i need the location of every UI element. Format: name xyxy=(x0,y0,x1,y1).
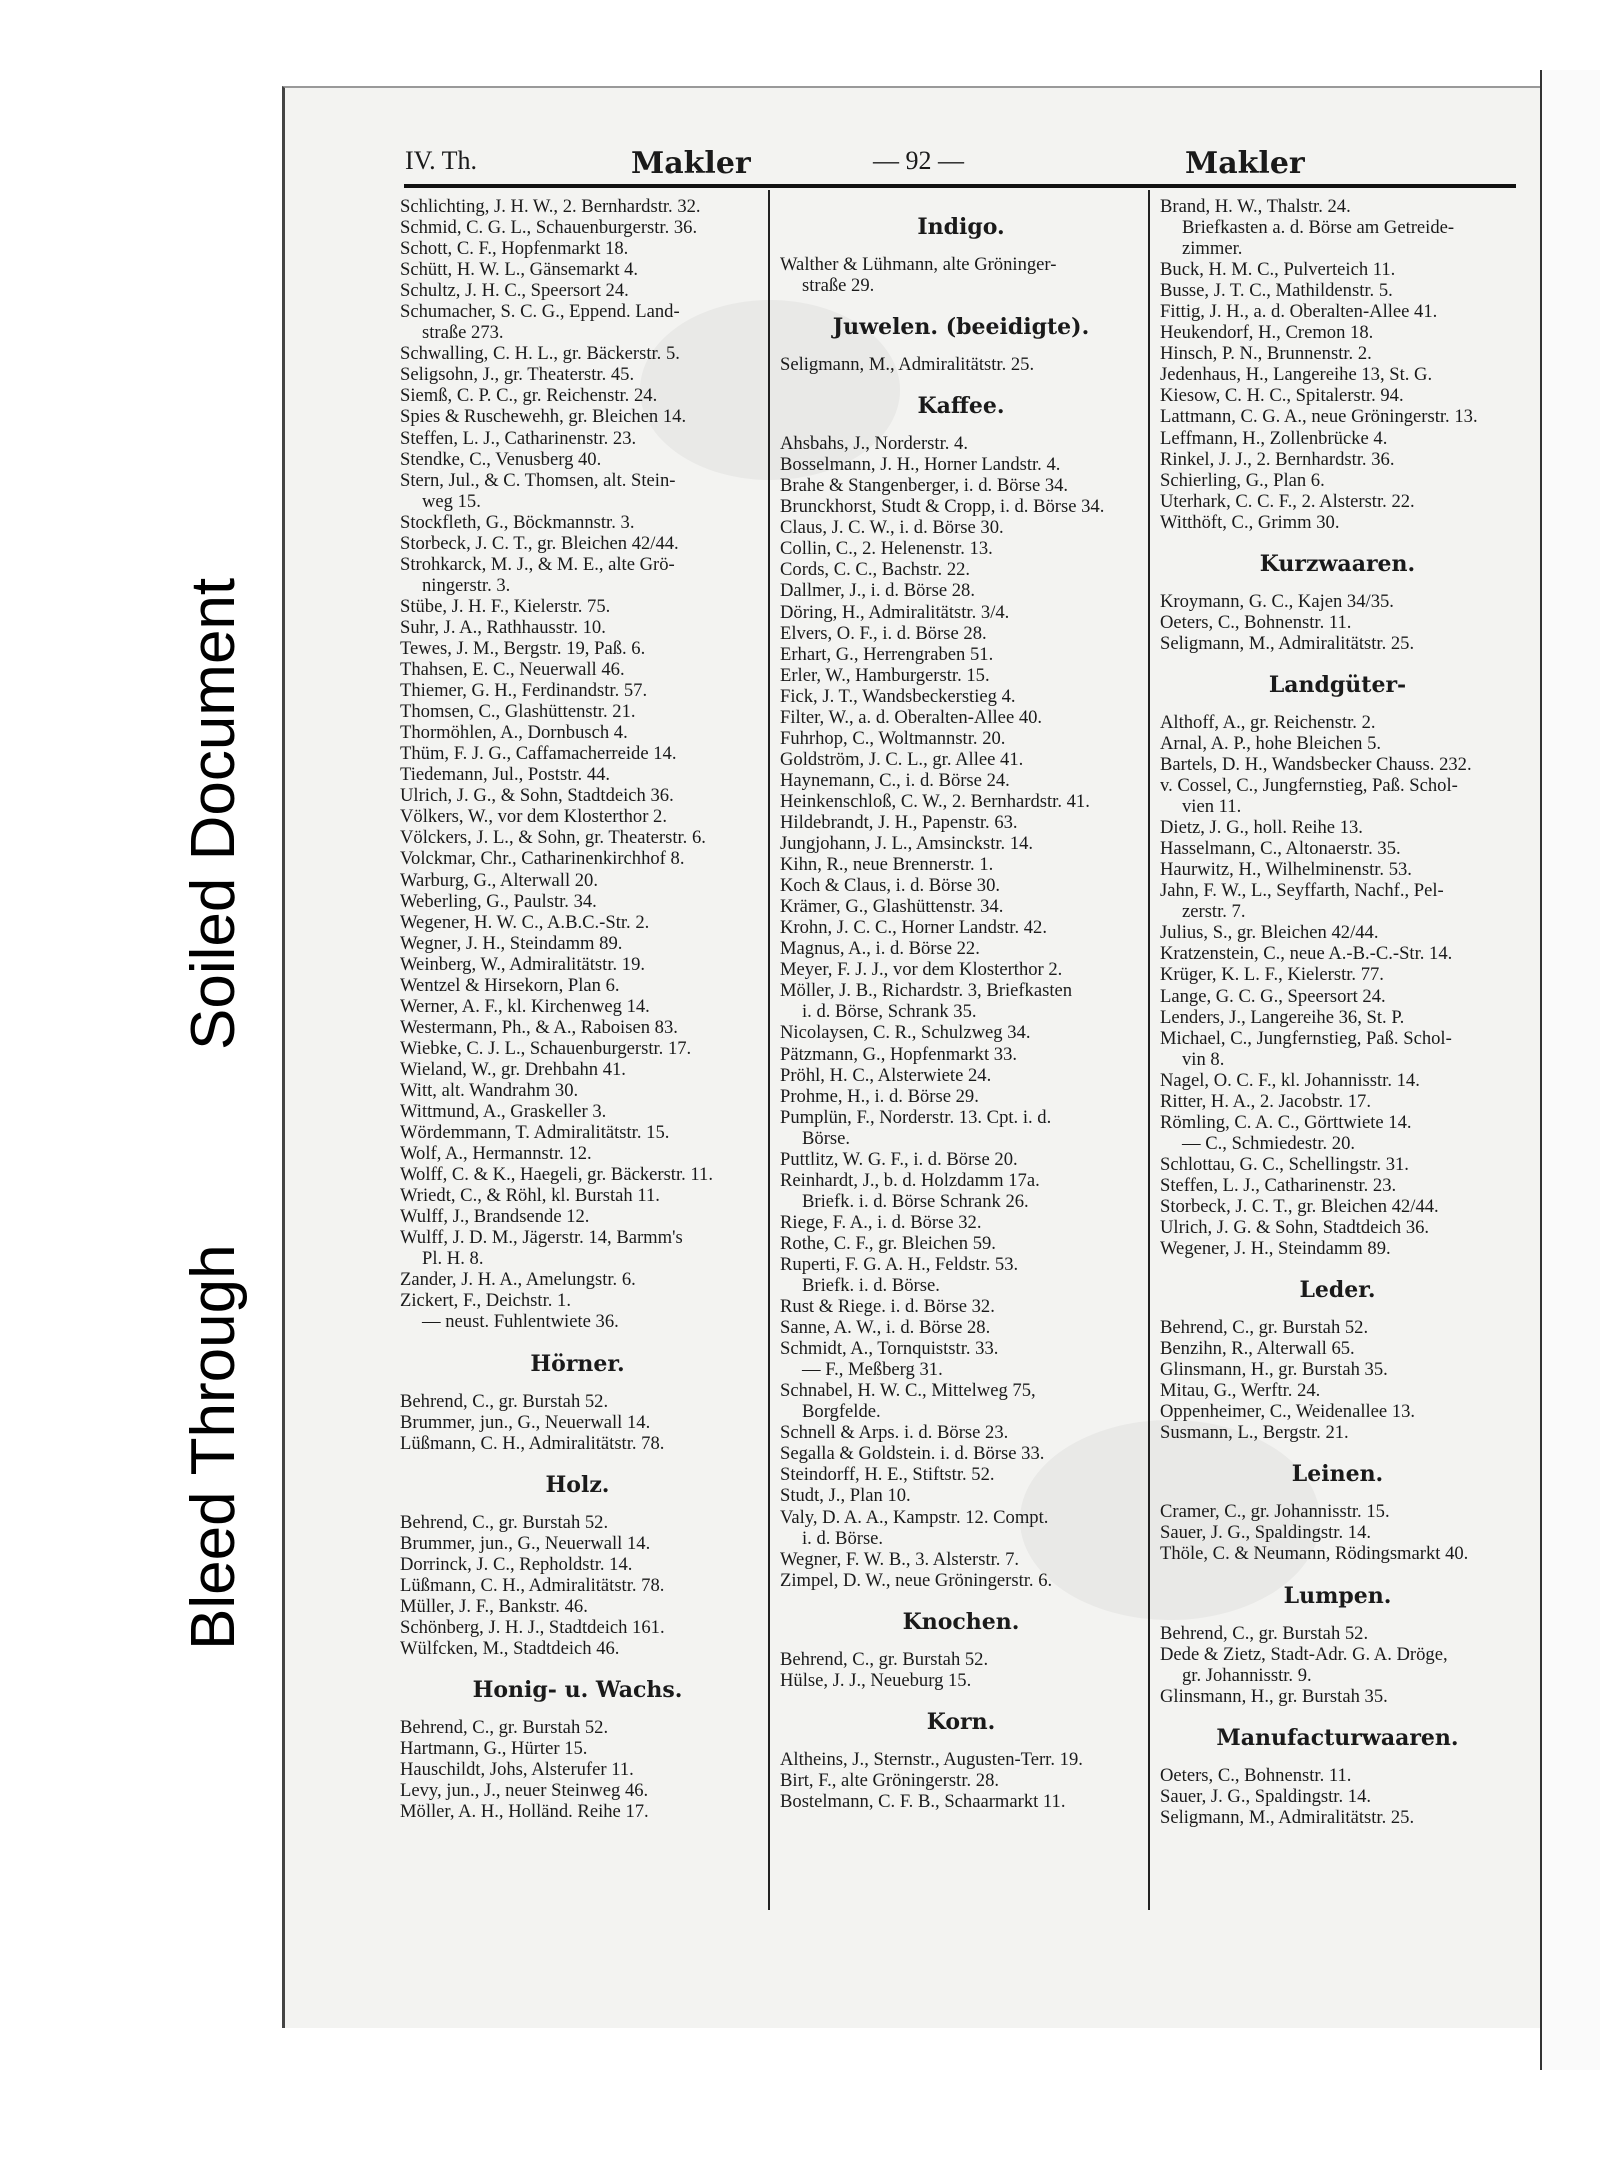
directory-entry: Wieland, W., gr. Drehbahn 41. xyxy=(400,1058,626,1080)
directory-entry: Behrend, C., gr. Burstah 52. xyxy=(1160,1622,1369,1644)
directory-entry: Völckers, J. L., & Sohn, gr. Theaterstr. 6. xyxy=(400,827,706,849)
directory-entry: Ruperti, F. G. A. H., Feldstr. 53. xyxy=(780,1253,1019,1275)
directory-entry: Prohme, H., i. d. Börse 29. xyxy=(780,1085,979,1107)
directory-entry: weg 15. xyxy=(422,490,481,512)
directory-entry: Kroymann, G. C., Kajen 34/35. xyxy=(1160,590,1394,612)
directory-entry: Römling, C. A. C., Görttwiete 14. xyxy=(1160,1111,1412,1133)
directory-entry: Julius, S., gr. Bleichen 42/44. xyxy=(1160,922,1379,944)
directory-entry: Schierling, G., Plan 6. xyxy=(1160,469,1325,491)
directory-entry: Rust & Riege. i. d. Börse 32. xyxy=(780,1296,995,1318)
column-divider xyxy=(768,190,770,1910)
directory-entry: Witthöft, C., Grimm 30. xyxy=(1160,511,1340,533)
directory-entry: Puttlitz, W. G. F., i. d. Börse 20. xyxy=(780,1148,1018,1170)
directory-entry: Stern, Jul., & C. Thomsen, alt. Stein- xyxy=(400,469,676,491)
directory-entry: Hasselmann, C., Altonaerstr. 35. xyxy=(1160,838,1401,860)
directory-entry: Sanne, A. W., i. d. Börse 28. xyxy=(780,1317,991,1339)
directory-entry: Fittig, J. H., a. d. Oberalten-Allee 41. xyxy=(1160,301,1438,323)
directory-entry: Schwalling, C. H. L., gr. Bäckerstr. 5. xyxy=(400,343,680,365)
directory-entry: Wulff, J., Brandsende 12. xyxy=(400,1206,590,1228)
directory-entry: Heukendorf, H., Cremon 18. xyxy=(1160,322,1374,344)
directory-entry: Lange, G. C. G., Speersort 24. xyxy=(1160,985,1386,1007)
directory-entry: Lüßmann, C. H., Admiralitätstr. 78. xyxy=(400,1574,665,1596)
directory-entry: Strohkarck, M. J., & M. E., alte Grö- xyxy=(400,553,675,575)
directory-entry: Tiedemann, Jul., Poststr. 44. xyxy=(400,764,611,786)
directory-entry: Oppenheimer, C., Weidenallee 13. xyxy=(1160,1401,1416,1423)
directory-entry: i. d. Börse, Schrank 35. xyxy=(802,1001,977,1023)
directory-entry: Brunckhorst, Studt & Cropp, i. d. Börse 34. xyxy=(780,496,1105,518)
directory-entry: Behrend, C., gr. Burstah 52. xyxy=(1160,1317,1369,1339)
directory-entry: Wegner, J. H., Steindamm 89. xyxy=(400,932,623,954)
section-heading: Hörner. xyxy=(530,1350,625,1377)
directory-entry: Wulff, J. D. M., Jägerstr. 14, Barmm's xyxy=(400,1227,683,1249)
directory-entry: Behrend, C., gr. Burstah 52. xyxy=(400,1390,609,1412)
directory-entry: Rinkel, J. J., 2. Bernhardstr. 36. xyxy=(1160,448,1395,470)
directory-entry: Kiesow, C. H. C., Spitalerstr. 94. xyxy=(1160,385,1404,407)
directory-entry: Briefk. i. d. Börse Schrank 26. xyxy=(802,1190,1029,1212)
directory-entry: Lattmann, C. G. A., neue Gröningerstr. 13. xyxy=(1160,406,1478,428)
section-heading: Landgüter- xyxy=(1268,671,1407,698)
next-page-edge xyxy=(1540,70,1600,2070)
directory-entry: Seligmann, M., Admiralitätstr. 25. xyxy=(1160,1806,1415,1828)
directory-entry: Meyer, F. J. J., vor dem Klosterthor 2. xyxy=(780,959,1063,981)
directory-entry: vin 8. xyxy=(1182,1048,1225,1070)
directory-entry: Valy, D. A. A., Kampstr. 12. Compt. xyxy=(780,1506,1049,1528)
directory-entry: straße 29. xyxy=(802,275,875,297)
directory-entry: Möller, J. B., Richardstr. 3, Briefkasten xyxy=(780,980,1073,1002)
directory-entry: Kratzenstein, C., neue A.-B.-C.-Str. 14. xyxy=(1160,943,1453,965)
directory-entry: Heinkenschloß, C. W., 2. Bernhardstr. 41. xyxy=(780,790,1090,812)
directory-entry: Bartels, D. H., Wandsbecker Chauss. 232. xyxy=(1160,753,1472,775)
directory-entry: Thormöhlen, A., Dornbusch 4. xyxy=(400,722,628,744)
directory-entry: Thahsen, E. C., Neuerwall 46. xyxy=(400,659,625,681)
directory-entry: Filter, W., a. d. Oberalten-Allee 40. xyxy=(780,706,1043,728)
directory-entry: Steffen, L. J., Catharinenstr. 23. xyxy=(1160,1174,1397,1196)
directory-entry: Nicolaysen, C. R., Schulzweg 34. xyxy=(780,1022,1031,1044)
directory-entry: Arnal, A. P., hohe Bleichen 5. xyxy=(1160,732,1382,754)
directory-entry: Dietz, J. G., holl. Reihe 13. xyxy=(1160,817,1363,839)
directory-entry: Krämer, G., Glashüttenstr. 34. xyxy=(780,896,1004,918)
header-keyword-left: Makler xyxy=(631,146,751,181)
directory-entry: Collin, C., 2. Helenenstr. 13. xyxy=(780,538,993,560)
directory-entry: Sauer, J. G., Spaldingstr. 14. xyxy=(1160,1522,1372,1544)
directory-entry: Birt, F., alte Gröningerstr. 28. xyxy=(780,1769,1000,1791)
directory-entry: Studt, J., Plan 10. xyxy=(780,1485,911,1507)
header-keyword-right: Makler xyxy=(1185,146,1305,181)
directory-entry: Dorrinck, J. C., Repholdstr. 14. xyxy=(400,1553,633,1575)
directory-entry: Tewes, J. M., Bergstr. 19, Paß. 6. xyxy=(400,637,646,659)
directory-entry: Erler, W., Hamburgerstr. 15. xyxy=(780,664,990,686)
section-heading: Juwelen. (beeidigte). xyxy=(832,314,1090,341)
directory-entry: Bostelmann, C. F. B., Schaarmarkt 11. xyxy=(780,1790,1066,1812)
directory-entry: zimmer. xyxy=(1182,238,1243,260)
directory-entry: Thiemer, G. H., Ferdinandstr. 57. xyxy=(400,680,648,702)
directory-entry: Althoff, A., gr. Reichenstr. 2. xyxy=(1160,711,1376,733)
directory-entry: Mitau, G., Werftr. 24. xyxy=(1160,1380,1321,1402)
directory-entry: Wolf, A., Hermannstr. 12. xyxy=(400,1143,592,1165)
directory-entry: Schnell & Arps. i. d. Börse 23. xyxy=(780,1422,1009,1444)
directory-entry: Behrend, C., gr. Burstah 52. xyxy=(780,1648,989,1670)
section-heading: Korn. xyxy=(926,1708,996,1735)
column-right xyxy=(1160,196,1515,1828)
directory-entry: Brummer, jun., G., Neuerwall 14. xyxy=(400,1411,651,1433)
directory-entry: Thöle, C. & Neumann, Rödingsmarkt 40. xyxy=(1160,1543,1469,1565)
directory-entry: Pätzmann, G., Hopfenmarkt 33. xyxy=(780,1043,1018,1065)
directory-entry: Briefkasten a. d. Börse am Getreide- xyxy=(1182,217,1455,239)
directory-entry: Rothe, C. F., gr. Bleichen 59. xyxy=(780,1232,996,1254)
directory-entry: Walther & Lühmann, alte Gröninger- xyxy=(780,254,1057,275)
directory-entry: Warburg, G., Alterwall 20. xyxy=(400,869,599,891)
directory-entry: Wegener, J. H., Steindamm 89. xyxy=(1160,1238,1391,1260)
directory-entry: Nagel, O. C. F., kl. Johannisstr. 14. xyxy=(1160,1069,1420,1091)
directory-entry: Ulrich, J. G., & Sohn, Stadtdeich 36. xyxy=(400,785,674,807)
directory-entry: Westermann, Ph., & A., Raboisen 83. xyxy=(400,1016,678,1038)
section-heading: Knochen. xyxy=(902,1608,1020,1635)
section-heading: Leinen. xyxy=(1291,1461,1384,1488)
directory-entry: Bosselmann, J. H., Horner Landstr. 4. xyxy=(780,454,1061,476)
directory-entry: — F., Meßberg 31. xyxy=(802,1359,943,1381)
directory-entry: Thüm, F. J. G., Caffamacherreide 14. xyxy=(400,743,677,765)
directory-entry: Suhr, J. A., Rathhausstr. 10. xyxy=(400,616,606,638)
directory-entry: Pumplün, F., Norderstr. 13. Cpt. i. d. xyxy=(780,1106,1052,1128)
directory-entry: — C., Schmiedestr. 20. xyxy=(1182,1132,1356,1154)
directory-entry: Schmidt, A., Tornquiststr. 33. xyxy=(780,1338,999,1360)
running-header xyxy=(405,146,1515,182)
directory-entry: Schultz, J. H. C., Speersort 24. xyxy=(400,280,629,302)
directory-entry: Hartmann, G., Hürter 15. xyxy=(400,1738,588,1760)
header-rule xyxy=(404,184,1516,188)
section-heading: Honig- u. Wachs. xyxy=(472,1677,683,1703)
directory-entry: Seligsohn, J., gr. Theaterstr. 45. xyxy=(400,364,635,386)
directory-entry: Krüger, K. L. F., Kielerstr. 77. xyxy=(1160,964,1384,986)
section-heading: Kurzwaaren. xyxy=(1259,550,1416,577)
directory-entry: Schnabel, H. W. C., Mittelweg 75, xyxy=(780,1380,1036,1402)
section-heading: Leder. xyxy=(1299,1277,1376,1304)
directory-entry: Susmann, L., Bergstr. 21. xyxy=(1160,1422,1349,1444)
directory-entry: Wolff, C. & K., Haegeli, gr. Bäckerstr. 11. xyxy=(400,1164,713,1186)
directory-entry: Hinsch, P. N., Brunnenstr. 2. xyxy=(1160,343,1372,365)
directory-entry: Fick, J. T., Wandsbeckerstieg 4. xyxy=(780,685,1016,707)
directory-entry: Busse, J. T. C., Mathildenstr. 5. xyxy=(1160,280,1393,302)
directory-entry: Schumacher, S. C. G., Eppend. Land- xyxy=(400,301,680,323)
directory-entry: Stübe, J. H. F., Kielerstr. 75. xyxy=(400,595,611,617)
directory-entry: Brahe & Stangenberger, i. d. Börse 34. xyxy=(780,475,1069,497)
directory-entry: Benzihn, R., Alterwall 65. xyxy=(1160,1338,1355,1360)
directory-entry: Uterhark, C. C. F., 2. Alsterstr. 22. xyxy=(1160,490,1415,512)
directory-entry: Levy, jun., J., neuer Steinweg 46. xyxy=(400,1780,649,1802)
part-label: IV. Th. xyxy=(405,146,477,175)
directory-entry: Thomsen, C., Glashüttenstr. 21. xyxy=(400,701,636,723)
directory-entry: Behrend, C., gr. Burstah 52. xyxy=(400,1717,609,1738)
directory-entry: Weinberg, W., Admiralitätstr. 19. xyxy=(400,953,646,975)
directory-entry: Behrend, C., gr. Burstah 52. xyxy=(400,1511,609,1533)
directory-entry: Pröhl, H. C., Alsterwiete 24. xyxy=(780,1064,992,1086)
directory-entry: Wördemmann, T. Admiralitätstr. 15. xyxy=(400,1122,670,1144)
section-heading: Holz. xyxy=(545,1471,610,1498)
directory-entry: Segalla & Goldstein. i. d. Börse 33. xyxy=(780,1443,1045,1465)
directory-entry: Witt, alt. Wandrahm 30. xyxy=(400,1079,579,1101)
directory-entry: Wriedt, C., & Röhl, kl. Burstah 11. xyxy=(400,1185,660,1207)
column-left xyxy=(400,196,755,1822)
directory-entry: Hauschildt, Johs, Alsterufer 11. xyxy=(400,1759,634,1781)
directory-entry: Hülse, J. J., Neueburg 15. xyxy=(780,1669,972,1691)
section-heading: Manufacturwaaren. xyxy=(1216,1724,1459,1751)
directory-entry: Brummer, jun., G., Neuerwall 14. xyxy=(400,1532,651,1554)
directory-entry: Riege, F. A., i. d. Börse 32. xyxy=(780,1211,982,1233)
directory-entry: Dede & Zietz, Stadt-Adr. G. A. Dröge, xyxy=(1160,1643,1448,1665)
directory-entry: Jahn, F. W., L., Seyffarth, Nachf., Pel- xyxy=(1160,880,1444,902)
directory-entry: Fuhrhop, C., Woltmannstr. 20. xyxy=(780,727,1006,749)
directory-entry: Glinsmann, H., gr. Burstah 35. xyxy=(1160,1359,1388,1381)
page-number: — 92 — xyxy=(873,146,964,175)
directory-entry: Steffen, L. J., Catharinenstr. 23. xyxy=(400,427,637,449)
directory-entry: Schlichting, J. H. W., 2. Bernhardstr. 32. xyxy=(400,196,701,217)
directory-entry: Kihn, R., neue Brennerstr. 1. xyxy=(780,854,994,876)
directory-entry: straße 273. xyxy=(422,322,504,344)
directory-entry: Möller, A. H., Holländ. Reihe 17. xyxy=(400,1801,649,1823)
directory-entry: Reinhardt, J., b. d. Holzdamm 17a. xyxy=(780,1169,1040,1191)
directory-entry: Lüßmann, C. H., Admiralitätstr. 78. xyxy=(400,1432,665,1454)
directory-entry: Schmid, C. G. L., Schauenburgerstr. 36. xyxy=(400,217,698,239)
directory-entry: Zimpel, D. W., neue Gröningerstr. 6. xyxy=(780,1569,1053,1591)
directory-entry: — neust. Fuhlentwiete 36. xyxy=(422,1311,619,1333)
directory-entry: Cramer, C., gr. Johannisstr. 15. xyxy=(1160,1501,1390,1523)
directory-entry: Werner, A. F., kl. Kirchenweg 14. xyxy=(400,995,650,1017)
directory-entry: Koch & Claus, i. d. Börse 30. xyxy=(780,875,1001,897)
directory-entry: Seligmann, M., Admiralitätstr. 25. xyxy=(780,354,1035,376)
directory-entry: gr. Johannisstr. 9. xyxy=(1182,1664,1312,1686)
directory-entry: Müller, J. F., Bankstr. 46. xyxy=(400,1595,588,1617)
bleed-through-label: Bleed Through xyxy=(179,1244,248,1650)
column-middle xyxy=(780,196,1142,1812)
directory-entry: Storbeck, J. C. T., gr. Bleichen 42/44. xyxy=(400,532,679,554)
directory-entry: Schütt, H. W. L., Gänsemarkt 4. xyxy=(400,259,639,281)
section-heading: Kaffee. xyxy=(917,393,1005,420)
directory-entry: Haurwitz, H., Wilhelminenstr. 53. xyxy=(1160,859,1412,881)
directory-entry: Cords, C. C., Bachstr. 22. xyxy=(780,559,971,581)
directory-entry: Briefk. i. d. Börse. xyxy=(802,1275,940,1297)
directory-entry: Steindorff, H. E., Stiftstr. 52. xyxy=(780,1464,995,1486)
directory-entry: Wegner, F. W. B., 3. Alsterstr. 7. xyxy=(780,1548,1020,1570)
directory-entry: Spies & Ruschewehh, gr. Bleichen 14. xyxy=(400,406,687,428)
directory-entry: Ahsbahs, J., Norderstr. 4. xyxy=(780,433,968,455)
directory-entry: Jungjohann, J. L., Amsinckstr. 14. xyxy=(780,833,1034,855)
column-divider xyxy=(1148,190,1150,1910)
directory-entry: ningerstr. 3. xyxy=(422,574,511,596)
directory-entry: Weberling, G., Paulstr. 34. xyxy=(400,890,597,912)
directory-entry: Borgfelde. xyxy=(802,1401,881,1423)
directory-entry: Siemß, C. P. C., gr. Reichenstr. 24. xyxy=(400,385,658,407)
directory-entry: Seligmann, M., Admiralitätstr. 25. xyxy=(1160,632,1415,654)
soiled-document-label: Soiled Document xyxy=(179,577,248,1050)
directory-entry: Wegener, H. W. C., A.B.C.-Str. 2. xyxy=(400,911,650,933)
directory-entry: Buck, H. M. C., Pulverteich 11. xyxy=(1160,259,1396,281)
directory-entry: v. Cossel, C., Jungfernstieg, Paß. Schol- xyxy=(1160,775,1458,797)
directory-entry: Michael, C., Jungfernstieg, Paß. Schol- xyxy=(1160,1027,1452,1049)
directory-entry: Hildebrandt, J. H., Papenstr. 63. xyxy=(780,811,1018,833)
section-heading: Indigo. xyxy=(917,214,1005,240)
directory-entry: Glinsmann, H., gr. Burstah 35. xyxy=(1160,1685,1388,1707)
directory-entry: Schönberg, J. H. J., Stadtdeich 161. xyxy=(400,1616,665,1638)
directory-entry: Wittmund, A., Graskeller 3. xyxy=(400,1101,607,1123)
directory-entry: Schlottau, G. C., Schellingstr. 31. xyxy=(1160,1153,1409,1175)
directory-entry: Jedenhaus, H., Langereihe 13, St. G. xyxy=(1160,364,1433,386)
directory-entry: Brand, H. W., Thalstr. 24. xyxy=(1160,196,1351,217)
directory-entry: Claus, J. C. W., i. d. Börse 30. xyxy=(780,517,1004,539)
directory-entry: Krohn, J. C. C., Horner Landstr. 42. xyxy=(780,917,1048,939)
directory-entry: Storbeck, J. C. T., gr. Bleichen 42/44. xyxy=(1160,1195,1439,1217)
directory-entry: Dallmer, J., i. d. Börse 28. xyxy=(780,580,975,602)
directory-entry: Oeters, C., Bohnenstr. 11. xyxy=(1160,1764,1352,1786)
directory-entry: Schott, C. F., Hopfenmarkt 18. xyxy=(400,238,629,260)
directory-entry: Ulrich, J. G. & Sohn, Stadtdeich 36. xyxy=(1160,1217,1430,1239)
directory-entry: Leffmann, H., Zollenbrücke 4. xyxy=(1160,427,1388,449)
directory-entry: Goldström, J. C. L., gr. Allee 41. xyxy=(780,748,1024,770)
directory-entry: Haynemann, C., i. d. Börse 24. xyxy=(780,769,1010,791)
directory-entry: Völkers, W., vor dem Klosterthor 2. xyxy=(400,806,667,828)
directory-entry: Wülfcken, M., Stadtdeich 46. xyxy=(400,1637,620,1659)
directory-entry: Altheins, J., Sternstr., Augusten-Terr. 19. xyxy=(780,1748,1083,1770)
section-heading: Lumpen. xyxy=(1283,1582,1392,1609)
directory-entry: Wentzel & Hirsekorn, Plan 6. xyxy=(400,974,620,996)
directory-entry: Oeters, C., Bohnenstr. 11. xyxy=(1160,611,1352,633)
directory-entry: Stendke, C., Venusberg 40. xyxy=(400,448,602,470)
directory-entry: Zander, J. H. A., Amelungstr. 6. xyxy=(400,1269,636,1291)
directory-entry: Pl. H. 8. xyxy=(422,1248,484,1270)
directory-entry: Zickert, F., Deichstr. 1. xyxy=(400,1290,571,1312)
directory-entry: i. d. Börse. xyxy=(802,1527,884,1549)
directory-entry: zerstr. 7. xyxy=(1182,901,1246,923)
directory-entry: Stockfleth, G., Böckmannstr. 3. xyxy=(400,511,635,533)
directory-entry: Döring, H., Admiralitätstr. 3/4. xyxy=(780,601,1010,623)
directory-entry: Wiebke, C. J. L., Schauenburgerstr. 17. xyxy=(400,1037,692,1059)
directory-entry: Volckmar, Chr., Catharinenkirchhof 8. xyxy=(400,848,685,870)
directory-entry: Sauer, J. G., Spaldingstr. 14. xyxy=(1160,1785,1372,1807)
directory-entry: Erhart, G., Herrengraben 51. xyxy=(780,643,994,665)
directory-entry: Ritter, H. A., 2. Jacobstr. 17. xyxy=(1160,1090,1372,1112)
directory-entry: Elvers, O. F., i. d. Börse 28. xyxy=(780,622,987,644)
directory-entry: vien 11. xyxy=(1182,796,1242,818)
directory-entry: Magnus, A., i. d. Börse 22. xyxy=(780,938,980,960)
directory-entry: Börse. xyxy=(802,1127,851,1149)
directory-entry: Lenders, J., Langereihe 36, St. P. xyxy=(1160,1006,1405,1028)
